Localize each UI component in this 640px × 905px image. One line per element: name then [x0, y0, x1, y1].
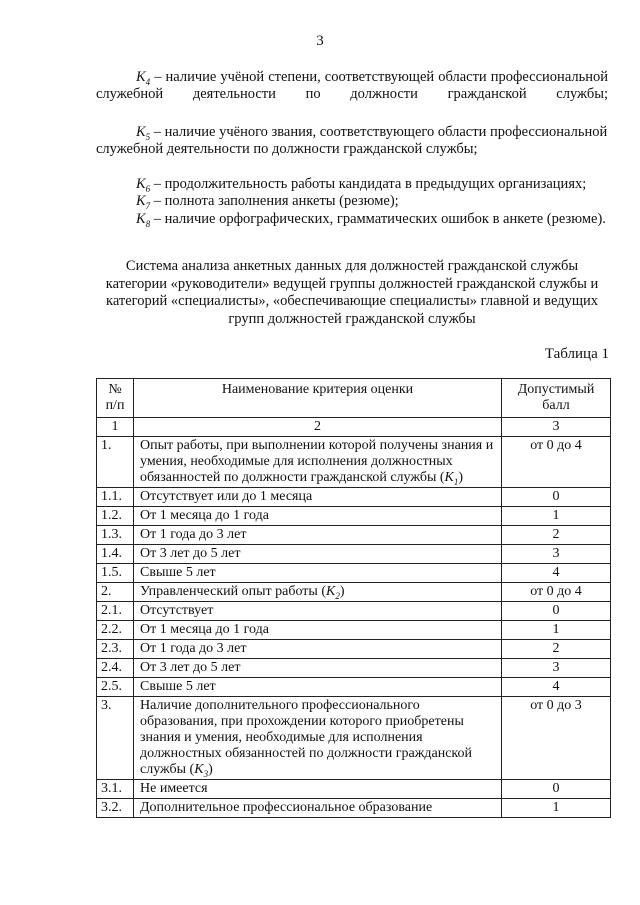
- table-row: [97, 488, 611, 507]
- row-number: 2.1.: [97, 602, 134, 621]
- row-score: 2: [502, 640, 611, 659]
- criterion-text: – полнота заполнения анкеты (резюме);: [153, 193, 399, 209]
- criterion-text: – наличие учёного звания, соответствующего области профессиональной служебной деятельности по должности гражданской службы;: [96, 124, 608, 157]
- row-criterion: Управленческий опыт работы $(K_2)$: [134, 583, 502, 602]
- table-row: [97, 602, 611, 621]
- column-number: 1: [97, 418, 134, 437]
- criterion-k5: [96, 124, 608, 157]
- row-number: 1.5.: [97, 564, 134, 583]
- row-criterion-text: От 3 лет до 5 лет: [140, 660, 241, 675]
- row-criterion-text: От 1 года до 3 лет: [140, 641, 247, 656]
- column-number-row: [97, 418, 611, 437]
- column-number: 2: [134, 418, 502, 437]
- row-criterion-text: От 1 месяца до 1 года: [140, 508, 269, 523]
- row-criterion: Наличие дополнительного профессионального образования, при прохождении которого приобретены знания и умения, необходимые для исполнения должностных обязанностей по должности гражданской службы $(K_3)$: [134, 697, 502, 780]
- table-row: [97, 507, 611, 526]
- row-criterion: [134, 621, 502, 640]
- row-score: 1: [502, 621, 611, 640]
- row-criterion: [134, 659, 502, 678]
- row-number: 3.2.: [97, 799, 134, 818]
- row-number: 3.1.: [97, 780, 134, 799]
- row-number: 3.: [97, 697, 134, 780]
- row-criterion-text: От 1 месяца до 1 года: [140, 622, 269, 637]
- criterion-text: – продолжительность работы кандидата в предыдущих организациях;: [153, 176, 587, 192]
- criterion-symbol: $K_7$: [136, 193, 151, 211]
- criteria-table: [96, 378, 611, 818]
- row-criterion-text: Отсутствует или до 1 месяца: [140, 489, 313, 504]
- table-row: [97, 697, 611, 780]
- table-row: [97, 526, 611, 545]
- row-number: 2.: [97, 583, 134, 602]
- table-row: [97, 583, 611, 602]
- row-criterion: [134, 799, 502, 818]
- criterion-k7: [96, 193, 608, 210]
- row-number: 1.3.: [97, 526, 134, 545]
- header-criterion: Наименование критерия оценки: [134, 379, 502, 418]
- row-score: 1: [502, 507, 611, 526]
- row-criterion-text: Свыше 5 лет: [140, 565, 216, 580]
- criterion-text: – наличие учёной степени, соответствующей области профессиональной служебной деятельности по должности гражданской службы;: [96, 69, 608, 102]
- row-number: 2.5.: [97, 678, 134, 697]
- table-row: [97, 545, 611, 564]
- row-score: 3: [502, 659, 611, 678]
- criterion-symbol: $K_4$: [136, 69, 151, 87]
- row-criterion: [134, 640, 502, 659]
- row-criterion-text: Наличие дополнительного профессионального образования, при прохождении которого приобретены знания и умения, необходимые для исполнения должностных обязанностей по должности гражданской службы: [140, 698, 473, 777]
- criterion-k8: [96, 211, 608, 228]
- table-row: [97, 799, 611, 818]
- criterion-k4: [96, 69, 608, 102]
- row-score: 0: [502, 602, 611, 621]
- table-row: [97, 621, 611, 640]
- row-score: 0: [502, 488, 611, 507]
- table-row: [97, 678, 611, 697]
- page-number: 3: [316, 33, 324, 49]
- row-number: 1.2.: [97, 507, 134, 526]
- criterion-symbol: $K_5$: [136, 124, 151, 142]
- row-criterion: [134, 780, 502, 799]
- row-criterion-text: От 3 лет до 5 лет: [140, 546, 241, 561]
- row-criterion: [134, 526, 502, 545]
- header-number: № п/п: [97, 379, 134, 418]
- header-score: Допустимый балл: [502, 379, 611, 418]
- row-number: 1.: [97, 437, 134, 488]
- table-caption: Таблица 1: [544, 346, 609, 362]
- row-criterion: Опыт работы, при выполнении которой получены знания и умения, необходимые для исполнения должностных обязанностей по должности гражданской службы $(K_1)$: [134, 437, 502, 488]
- row-criterion: [134, 507, 502, 526]
- row-criterion: [134, 602, 502, 621]
- section-heading: Система анализа анкетных данных для должностей гражданской службы категории «руководители» ведущей группы должностей гражданской службы и категорий «специалисты», «обеспечивающие специалисты» главной и ведущих групп должностей гражданской службы: [105, 258, 599, 327]
- row-number: 2.2.: [97, 621, 134, 640]
- row-number: 1.4.: [97, 545, 134, 564]
- row-criterion-text: Не имеется: [140, 781, 208, 796]
- table-row: [97, 780, 611, 799]
- row-criterion-text: От 1 года до 3 лет: [140, 527, 247, 542]
- row-criterion: [134, 678, 502, 697]
- row-criterion-symbol: $K_1$: [444, 470, 459, 487]
- row-score: 1: [502, 799, 611, 818]
- row-criterion-text: Отсутствует: [140, 603, 214, 618]
- criterion-symbol: $K_8$: [136, 211, 151, 229]
- row-number: 1.1.: [97, 488, 134, 507]
- row-criterion: [134, 564, 502, 583]
- criterion-symbol: $K_6$: [136, 176, 151, 194]
- criterion-text: – наличие орфографических, грамматических ошибок в анкете (резюме).: [153, 211, 606, 227]
- row-criterion-text: Опыт работы, при выполнении которой получены знания и умения, необходимые для исполнения должностных обязанностей по должности гражданской службы: [140, 438, 494, 485]
- row-criterion-symbol: $K_3$: [194, 762, 209, 779]
- row-number: 2.3.: [97, 640, 134, 659]
- table-row: [97, 437, 611, 488]
- row-score: 4: [502, 678, 611, 697]
- row-criterion-text: Дополнительное профессиональное образование: [140, 800, 433, 815]
- criterion-k6: [96, 176, 608, 193]
- row-score: 2: [502, 526, 611, 545]
- row-criterion-symbol: $K_2$: [325, 584, 340, 601]
- row-criterion: [134, 545, 502, 564]
- row-score: от 0 до 4: [502, 583, 611, 602]
- table-row: [97, 659, 611, 678]
- row-score: 4: [502, 564, 611, 583]
- row-number: 2.4.: [97, 659, 134, 678]
- table-row: [97, 640, 611, 659]
- row-criterion-text: Свыше 5 лет: [140, 679, 216, 694]
- row-score: 0: [502, 780, 611, 799]
- table-row: [97, 564, 611, 583]
- row-score: 3: [502, 545, 611, 564]
- column-number: 3: [502, 418, 611, 437]
- row-criterion: [134, 488, 502, 507]
- row-score: от 0 до 3: [502, 697, 611, 780]
- table-header-row: [97, 379, 611, 418]
- row-criterion-text: Управленческий опыт работы: [140, 584, 318, 599]
- row-score: от 0 до 4: [502, 437, 611, 488]
